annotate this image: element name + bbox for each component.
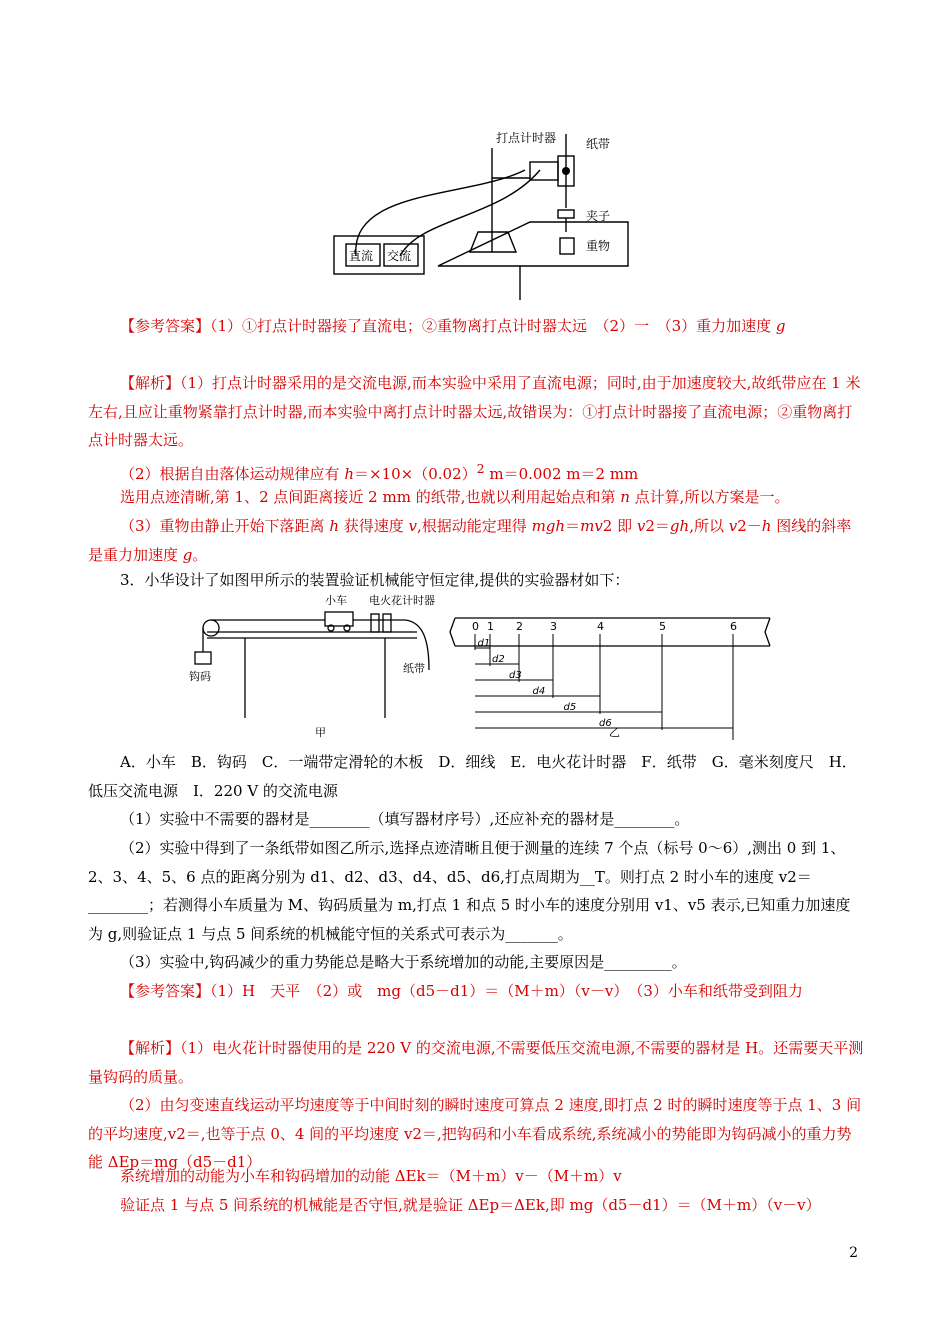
explanation-1-p3-n: n: [620, 488, 630, 506]
tape-point-label: 4: [597, 620, 604, 633]
question-3-sub-2: （2）实验中得到了一条纸带如图乙所示,选择点迹清晰且便于测量的连续 7 个点（标号 0～6）,测出 0 到 1、2、3、4、5、6 点的距离分别为 d1、d2、d3、d4、d5、d6,打点周期为__T。则打点 2 时小车的速度 v2＝________；若测得小车质量为 M、钩码质量为 m,打点 1 和点 5 时小车的速度分别用 v1、v5 表示,已知重力加速度为 g,则验证点 1 与点 5 间系统的机械能守恒的关系式可表示为_______。: [88, 839, 851, 943]
answer-1-tag: 【参考答案】: [120, 317, 211, 335]
explanation-1-para-3: [88, 483, 864, 512]
e1p4-h2: 2－: [737, 517, 762, 535]
tape-point-label: 3: [550, 620, 557, 633]
explanation-1-p2-sup: 2: [476, 461, 485, 476]
e1p4-c: ,根据动能定理得: [417, 517, 532, 535]
e1p4-a: （3）重物由静止开始下落距离: [120, 517, 330, 535]
figure-cart-apparatus-and-tape: [185, 590, 775, 740]
answer-3-text: （1）H 天平 （2）或 mg（d5－d1）＝（M＋m）（v－v） （3）小车和纸带受到阻力: [210, 982, 803, 1000]
tape-dimensions: [475, 638, 733, 729]
explanation-1-p2-c: m＝0.002 m＝2 mm: [484, 465, 639, 483]
tape-dimension-label: d6: [599, 718, 612, 729]
tape-dimension-label: d3: [509, 670, 522, 681]
figure2-label-hook: 钩码: [189, 670, 211, 683]
tape-dimension-label: d2: [492, 654, 505, 665]
figure1-label-tape: 纸带: [586, 137, 611, 151]
answer-3: [88, 977, 864, 1006]
tape-point-label: 2: [516, 620, 523, 633]
figure1-label-ac: 交流: [387, 249, 412, 263]
e1p4-v3: v: [728, 517, 738, 535]
e1p4-d: ＝: [565, 517, 581, 535]
e1p4-j: 。: [192, 545, 208, 564]
e1p4-mgh: mgh: [531, 517, 566, 535]
explanation-1-p3-b: 点计算,所以方案是一。: [629, 488, 790, 506]
answer-1: [88, 312, 864, 341]
explanation-3-tag: 【解析】: [120, 1039, 181, 1057]
e1p4-i: 图线的斜率是重力加速度: [88, 517, 852, 564]
tape-dimension-label: d5: [563, 702, 577, 713]
page-number: 2: [849, 1245, 858, 1261]
explanation-1-p3-a: 选用点迹清晰,第 1、2 点间距离接近 2 mm 的纸带,也就以利用起始点和第: [120, 488, 621, 506]
figure1-label-weight: 重物: [586, 239, 611, 253]
e1p4-mv: mv: [580, 517, 603, 535]
figure-free-fall-apparatus: [330, 128, 630, 308]
e1p4-e: 2 即: [602, 517, 637, 535]
explanation-1-para-1: [88, 369, 864, 455]
question-3-sub-3: （3）实验中,钩码减少的重力势能总是略大于系统增加的动能,主要原因是_________。: [120, 953, 687, 971]
e1p4-g: ,所以: [689, 517, 729, 535]
tape-dimension-label: d4: [532, 686, 546, 697]
tape-point-label: 1: [487, 620, 494, 633]
explanation-3-para-4: 验证点 1 与点 5 间系统的机械能是否守恒,就是验证 ΔEp＝ΔEk,即 mg（d5－d1）＝（M＋m）（v－v）: [120, 1196, 821, 1214]
explanation-3-para-3: 系统增加的动能为小车和钩码增加的动能 ΔEk＝（M＋m）v－（M＋m）v: [120, 1167, 622, 1185]
tape-point-label: 5: [659, 620, 666, 633]
explanation-1-text: （1）打点计时器采用的是交流电源,而本实验中采用了直流电源；同时,由于加速度较大,故纸带应在 1 米左右,且应让重物紧靠打点计时器,而本实验中离打点计时器太远,故错误为：①打点计时器接了直流电源；②重物离打点计时器太远。: [88, 374, 861, 449]
tape-point-label: 0: [472, 620, 479, 633]
explanation-3-para-1: [88, 1034, 864, 1091]
e1p4-gh: gh: [669, 517, 690, 535]
figure2-label-cart: 小车: [325, 594, 347, 607]
figure1-label-dc: 直流: [349, 249, 374, 263]
explanation-1-tag: 【解析】: [120, 374, 181, 392]
figure1-label-clip: 夹子: [586, 209, 611, 223]
e1p4-v2: v: [636, 517, 646, 535]
explanation-1-para-4: [88, 512, 864, 569]
explanation-3-para-2: （2）由匀变速直线运动平均速度等于中间时刻的瞬时速度可算点 2 速度,即打点 2 时的瞬时速度等于点 1、3 间的平均速度,v2＝,也等于点 0、4 间的平均速度 v2＝,把钩码和小车看成系统,系统减小的势能即为钩码减小的重力势能 ΔEp＝mg（d5－d1）: [88, 1096, 862, 1171]
explanation-1-p2-a: （2）根据自由落体运动规律应有: [120, 465, 345, 483]
tape-point-label: 6: [730, 620, 737, 633]
explanation-1-p2-b: ＝×10×（0.02）: [354, 465, 477, 483]
answer-3-tag: 【参考答案】: [120, 982, 211, 1000]
answer-1-g: g: [775, 317, 786, 335]
e1p4-gg: g: [182, 545, 193, 564]
e1p4-b: 获得速度: [339, 517, 409, 535]
e1p4-h: h: [329, 517, 339, 535]
question-3-options: A．小车 B．钩码 C．一端带定滑轮的木板 D．细线 E．电火花计时器 F．纸带 G．毫米刻度尺 H．低压交流电源 I．220 V 的交流电源: [88, 753, 857, 800]
tape-dimension-label: d1: [477, 638, 491, 649]
figure1-label-timer: 打点计时器: [496, 131, 557, 145]
explanation-1-p2-h: h: [344, 465, 354, 483]
figure2-label-tape: 纸带: [403, 662, 425, 675]
e1p4-v: v: [408, 517, 418, 535]
e1p4-f: 2＝: [645, 517, 670, 535]
figure2-label-yi: 乙: [609, 726, 620, 739]
figure2-label-timer: 电火花计时器: [369, 594, 435, 607]
e1p4-hh: h: [761, 517, 772, 535]
answer-1-text: （1）①打点计时器接了直流电；②重物离打点计时器太远 （2）一 （3）重力加速度: [210, 317, 776, 335]
explanation-3-p1: （1）电火花计时器使用的是 220 V 的交流电源,不需要低压交流电源,不需要的器材是 H。还需要天平测量钩码的质量。: [88, 1039, 864, 1086]
question-3-stem: 3．小华设计了如图甲所示的装置验证机械能守恒定律,提供的实验器材如下：: [120, 571, 630, 589]
question-3-sub-1: （1）实验中不需要的器材是________（填写器材序号）,还应补充的器材是________。: [120, 810, 690, 828]
figure2-label-jia: 甲: [315, 726, 326, 739]
